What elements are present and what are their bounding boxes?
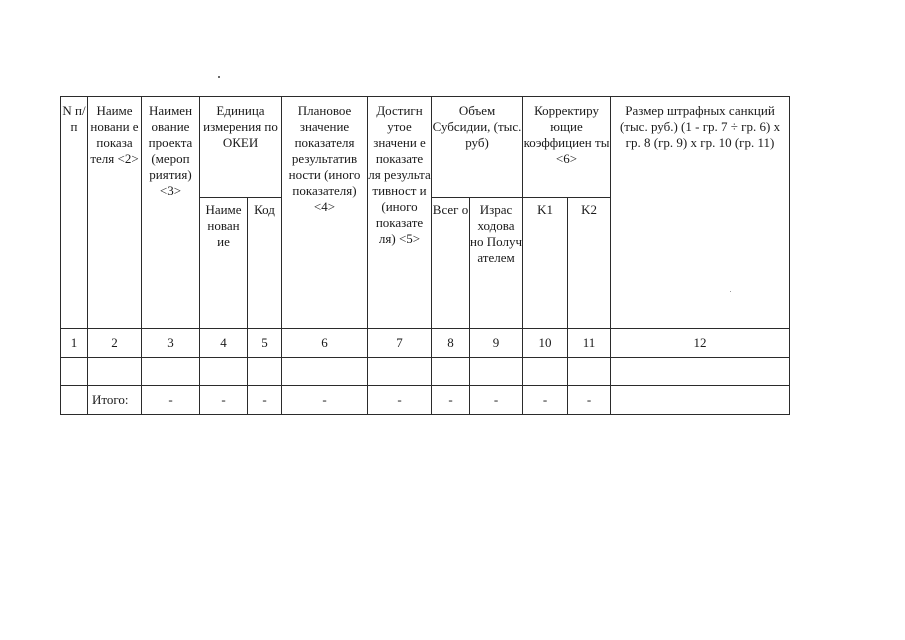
total-row: [61, 386, 790, 415]
header-unit-name: Наиме нован ие: [200, 198, 248, 329]
total-value: -: [568, 386, 611, 415]
column-number: 10: [523, 329, 568, 358]
column-number: 9: [470, 329, 523, 358]
column-number: 3: [142, 329, 200, 358]
total-value: -: [368, 386, 432, 415]
header-subsidy-spent: Израс ходова но Получ ателем: [470, 198, 523, 329]
header-penalty: Размер штрафных санкций (тыс. руб.) (1 - гр. 7 ÷ гр. 6) x гр. 8 (гр. 9) x гр. 10 (гр. 11): [611, 97, 790, 329]
header-unit-code: Код: [248, 198, 282, 329]
table-cell: [142, 358, 200, 386]
header-coefficients: Корректиру ющие коэффициен ты <6>: [523, 97, 611, 198]
total-label: Итого:: [88, 386, 142, 415]
column-number: 1: [61, 329, 88, 358]
column-number: 5: [248, 329, 282, 358]
header-row-1: [61, 97, 790, 198]
total-value: -: [470, 386, 523, 415]
header-num: N п/п: [61, 97, 88, 329]
column-number: 2: [88, 329, 142, 358]
penalty-table: [60, 96, 790, 415]
total-value: -: [523, 386, 568, 415]
header-indicator-name: Наиме новани е показа теля <2>: [88, 97, 142, 329]
header-k2: K2: [568, 198, 611, 329]
table-cell: [88, 358, 142, 386]
table-cell: [282, 358, 368, 386]
table-cell: [523, 358, 568, 386]
header-k1: K1: [523, 198, 568, 329]
column-number: 4: [200, 329, 248, 358]
column-number-row: [61, 329, 790, 358]
header-planned-value: Плановое значение показателя результатив ности (иного показателя) <4>: [282, 97, 368, 329]
table-cell: [432, 358, 470, 386]
column-number: 11: [568, 329, 611, 358]
table-cell: [568, 358, 611, 386]
total-value: [611, 386, 790, 415]
total-value: -: [142, 386, 200, 415]
column-number: 8: [432, 329, 470, 358]
column-number: 12: [611, 329, 790, 358]
table-cell: [61, 358, 88, 386]
table-cell: [200, 358, 248, 386]
column-number: 6: [282, 329, 368, 358]
total-value: -: [200, 386, 248, 415]
table-cell: [61, 386, 88, 415]
table-cell: [248, 358, 282, 386]
table-cell: [611, 358, 790, 386]
header-unit: Единица измерения по ОКЕИ: [200, 97, 282, 198]
header-subsidy: Объем Субсидии, (тыс. руб): [432, 97, 523, 198]
total-value: -: [432, 386, 470, 415]
total-value: -: [282, 386, 368, 415]
empty-data-row: [61, 358, 790, 386]
header-project-name: Наимен ование проекта (мероп риятия) <3>: [142, 97, 200, 329]
table-cell: [368, 358, 432, 386]
column-number: 7: [368, 329, 432, 358]
header-achieved-value: Достигн утое значени е показате ля результа тивност и (иного показате ля) <5>: [368, 97, 432, 329]
table-cell: [470, 358, 523, 386]
scan-speck: [218, 76, 220, 78]
total-value: -: [248, 386, 282, 415]
header-subsidy-total: Всег о: [432, 198, 470, 329]
